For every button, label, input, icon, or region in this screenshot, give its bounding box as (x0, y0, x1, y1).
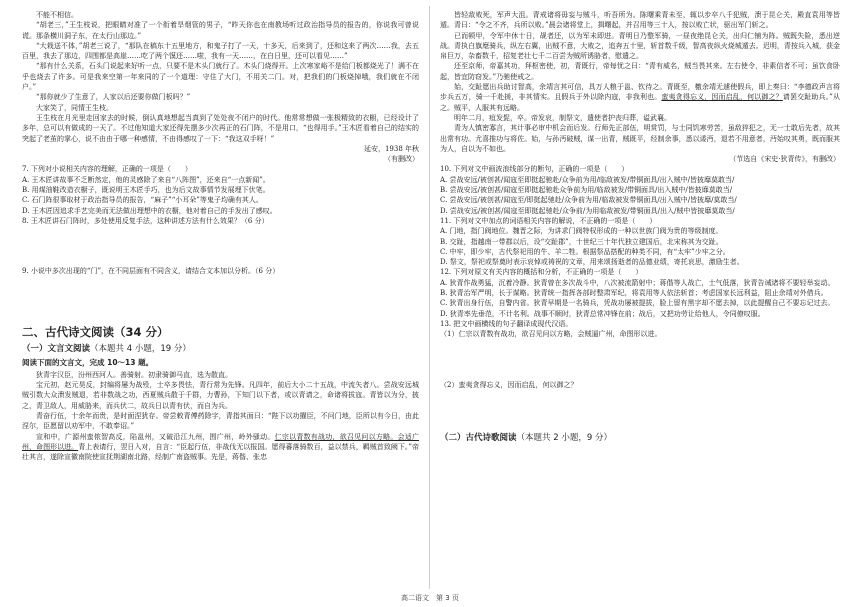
classical-paragraph: 始，交趾愿出兵助讨智高，余靖言其可信，具万人粮于邕、钦待之。青既至，檄余靖无遽使假兵，即上奏曰：“李德政声言将步兵五万，骑一千赴援，非其情实。且假兵于外以除内寇，非我利也。蛮夷贪得忘义，因而启乱，何以御之？请罢交趾助兵。”从之。贼平，人服其有远略。 (440, 83, 841, 112)
option-b: B. 用煤油鞋改造衣橱子，既说明王木匠手巧，也为后文故事情节发展埋下伏笔。 (22, 186, 270, 195)
question-stem: 10. 下列对文中画波浪线部分的断句，正确的一项是（ ） (440, 165, 629, 174)
option-b: B. 尝战安远/被创甚/闻寇至即挺起驰赴众争前为用/临敌被发/带铜面具/出入贼中/皆披靡莫敢当/ (440, 186, 733, 195)
underlined-sentence: 仁宗以青数有战功，欲召见问以方略。会适广州，命图形以进。 (22, 432, 420, 451)
translation-item-2: （2）蛮夷贪得忘义，因而启乱，何以御之？ (440, 380, 578, 389)
classical-paragraph: 狄青字汉臣，汾州西河人。善骑射。初隶骑御马直，选为散直。 (36, 370, 232, 379)
classical-paragraph: 明年二月，疽发髭，卒。帝发哀，制祭文，遣使者护丧归葬，谥武襄。 (454, 113, 671, 122)
option-a: A. 狄青作战勇猛，沉着冷静。狄青曾在多次战斗中，八次被流箭射中；蒋偕等人战亡，士气低落，狄青告诫诸将不要轻举妄动。 (440, 278, 835, 287)
option-c: C. 中牢，即少牢，古代祭祀用的牛、羊二牲。根据祭品搭配的种类不同，有“太牢”少牢之分。 (440, 247, 730, 256)
option-d: D. 王木匠因追求手艺完美而无法做出理想中的衣橱，他对着自己的手发出了感叹。 (22, 206, 277, 215)
question-10 (440, 164, 840, 215)
story-paragraph: 不能不相信。 (36, 11, 78, 19)
option-d: D. 狄青率先垂范，不计名利。战事不顺时，狄青总常冲锋在前；战后，又把功劳让给他人，令同僚叹服。 (440, 309, 765, 318)
option-c: C. 尝战安远/被创甚/闻寇至/即挺起驰赴/众争前为用/临敌被发带铜面具/出入贼中/皆披靡/莫敢当/ (440, 196, 737, 205)
story-paragraph: “那你就少了生意了，人家以后还要你做门板吗？” (36, 93, 191, 102)
option-d: D. 尝战安远/被创甚/闻寇至即挺起驰赴/众争前/为用临敌被发/带铜面具/出入/贼中皆披靡莫敢当/ (440, 206, 735, 215)
option-b: B. 交趾，指越南一带郡以后，设“交趾郡”，十世纪三十年代独立建国后，北宋称其为交趾。 (440, 237, 723, 246)
story-paragraph: “那有什么关系，石头门说起来好听一点，只要不是木头门就行了。木头门烧得开。上次寒家峪不是给门板都烧光了！满不在乎也烧去了许多。可是我来空第一年来同的了一个道理：守住了大门，不用关二门。对，把我们的门板烧掉哦，我们就在不闭户。” (22, 62, 419, 92)
story-paragraph: 王生枝在月光里走回家去的时候，倒认真地想起当真到了处处夜不闭户的时代。他常常想做一张极精致的衣橱，已经设计了多年，总可以有做成的一天了。不过他知道大家还得先摆多少次再正的石门阵，不是用口，“也得用手。”王木匠看着自己的结实的突起了老茧的掌心，说不由由于哪一种感情，不由得感叹了一下：“我这双手呀！” (22, 113, 419, 143)
question-stem: 13. 把文中画横线的句子翻译成现代汉语。 (440, 319, 573, 328)
source-note: （节选自《宋史·狄青传》，有删改） (729, 155, 840, 164)
question-stem: 7. 下列对小说相关内容的理解，正确的一项是（ ） (22, 165, 192, 174)
story-text (22, 10, 419, 144)
option-a: A. 尝战安远/被创甚/闻寇至即挺起驰赴/众争前为用/临敌被发/带铜面具/出入贼中/皆披靡莫敢当/ (440, 175, 735, 184)
option-a: A. 王木匠讲故事不乏断然定，他的灵感除了来自“八阵图”，还来自“一点新闻”。 (22, 175, 270, 184)
classical-paragraph: 皆轻敌败死，军声大沮。青戒诸将毋妄与贼斗，听吾所为。陈曙乘青未至，辄以步卒八千犯贼，溃于昆仑关，殿直袁用等皆遁。青曰：“令之不齐，兵所以败。”晨会诸将堂上，揖曙起，并召用等三十人，按以败亡状，驱出军门斩之。 (440, 11, 840, 30)
source-note: （有删改） (384, 155, 419, 164)
story-signature: 延安，1938 年秋 (363, 144, 419, 153)
translation-item-1: （1）仁宗以青数有战功，欲召见问以方略，会贼逼广州，命图形以进。 (440, 330, 662, 339)
classical-text-continued (440, 10, 840, 154)
reading-instruction: 阅读下面的文言文，完成 10～13 题。 (22, 357, 154, 367)
question-stem: 12. 下列对原文有关内容的概括和分析，不正确的一项是（ ） (440, 268, 643, 277)
question-11 (440, 216, 840, 267)
classical-paragraph: 宣和中，广源州蛮侬智高反，陷邕州，又破沿江九州，围广州，岭外骚动。仁宗以青数有战功，欲召见问以方略。会适广州，命图形以进。青上表请行，翌日入对，自言：“臣起行伍，非战伐无以报国。愿得蕃落骑数百，益以禁兵，羁贼首致阙下。”帝壮其言，遂除宣徽南院使宣抚荆湖南北路，经制广南盗贼事。先是，蒋偕、张忠 (22, 432, 420, 462)
question-8: 8. 王木匠讲石门阵时，多处使用反复手法，这种讲述方法有什么效果？（6 分） (22, 216, 269, 225)
question-9: 9. 小说中多次出现的“门”，在不同层面有不同含义，请结合文本加以分析。（6 分） (22, 267, 280, 276)
column-divider (429, 6, 430, 589)
option-a: A. 门地，指门阀地位。魏晋之际，为讲求门阀特权形成的一种以世族门阀为贵的等级制度。 (440, 227, 723, 236)
question-stem: 11. 下列对文中加点的词语相关内容的解说，不正确的一项是（ ） (440, 216, 657, 225)
subsection-heading: （二）古代诗歌阅读（本题共 2 小题，9 分） (440, 432, 612, 443)
classical-paragraph: 青为人慎密寡言，其计事必审中机会而后发。行师先正部伍，明赏罚，与士同饥寒劳苦，虽敌猝犯之，无一士敢后先者，故其出常有功。尤喜推功与将佐。始，与孙沔破贼，谋一出青，贼既平，经制余事，悉以诿沔，退若不用意者，沔始叹其勇，既而服其为人，自以为不如也。 (440, 124, 840, 153)
section-heading: 二、古代诗文阅读（34 分） (22, 324, 169, 339)
story-paragraph: “大栽送不体，”胡老三说了，“那队在稿东十五里地方，和鬼子打了一天，十多天，后来到了，还和这来了两次……我，去五百里，我去了那边，四围都是高崖……吃了两个馍还……啦，我有一天……，在白日里，还可以看见……” (22, 41, 419, 61)
option-b: B. 狄青治军严明，长于谋略。狄青统一指挥各部时整肃军纪，将袁用等人依法斩首；考虑国家长远利益，阻止余靖对外借兵。 (440, 289, 828, 298)
story-paragraph: “胡老三，”王生枝说，把眼睛对准了一个衔着旱烟管的男子，“昨天你也在南教场听过政治指导员的报告的，你说我可曾说谎。那条横川洞子东，在太行山那边。” (22, 21, 419, 40)
option-d: D. 祭文，祭祀或祭奠时表示哀悼或祷祝的文章，用来颂扬逝者的品德业绩，寄托哀思，激励生者。 (440, 258, 744, 267)
question-7 (22, 164, 419, 215)
classical-paragraph: 宝元初，赵元昊反，封编将屡为战殁，士卒多畏怯，青行常为先锋。凡四年，前后大小二十五战，中流矢者八。尝战安远城贼引数大众溃发贼退，若非数战之功，西夏贼兵散于千群，力曹孙，下知门以下者，或以青请之，命诸将拔寇。青皆以为分，披之，青卫敌人，用威胁来，而兵伏二，故兵日以青有伏，而自为兵。 (22, 381, 419, 410)
left-column (22, 10, 419, 463)
option-c: C. 石门阵很事取材于政治指导员的报告，“麻子”“小耳朵”等鬼子均确有其人。 (22, 196, 263, 205)
story-paragraph: 大家笑了，同情王生枝。 (36, 103, 113, 112)
page-footer: 高二语文 第 3 页 (401, 594, 459, 602)
subsection-heading: （一）文言文阅读（本题共 4 小题，19 分） (22, 343, 191, 354)
option-c: C. 狄青出身行伍，自警内省。狄青早期是一名骑兵，凭战功屡被提拔，脸上留有黑字却不愿去掉，以此提醒自己不要忘记过去。 (440, 299, 835, 308)
question-13 (440, 319, 840, 430)
underlined-sentence: 蛮夷贪得忘义，因而启乱，何以御之？ (661, 93, 783, 102)
question-12 (440, 267, 840, 318)
classical-text (22, 370, 419, 463)
right-column (440, 10, 840, 447)
classical-paragraph: 青奋行伍，十余年而贵，是时面涅犹存。帝尝敕青傅药除字，青指其面曰：“陛下以功擢臣，不问门地，臣所以有今日，由此涅尔，臣愿留以劝军中，不敢奉诏。” (22, 412, 419, 431)
classical-paragraph: 还至京师，帝嘉其功，拜枢密使，初，青既行，帝每忧之曰：“青有威名，贼当畏其来。左右使令，非素信者不可；虽饮食卧起，皆宜防窃发。”乃驰使戒之。 (440, 62, 840, 81)
classical-paragraph: 已而顿甲，令军中休十日，觇者还，以为军未即进。青明日乃整军骑，一昼夜绝昆仑关，出归仁铺为阵。贼既失险，悉出逆战。青执白旗麾骑兵，纵左右翼，出贼不意，大败之，追奔五十里，斩首数千级，智高夜纵火烧城遁去。迟明，青按兵入城，获金帛巨万，杂畜数千，招复老壮七千二百尝为贼所诱胁者，慰遣之。 (440, 31, 840, 61)
